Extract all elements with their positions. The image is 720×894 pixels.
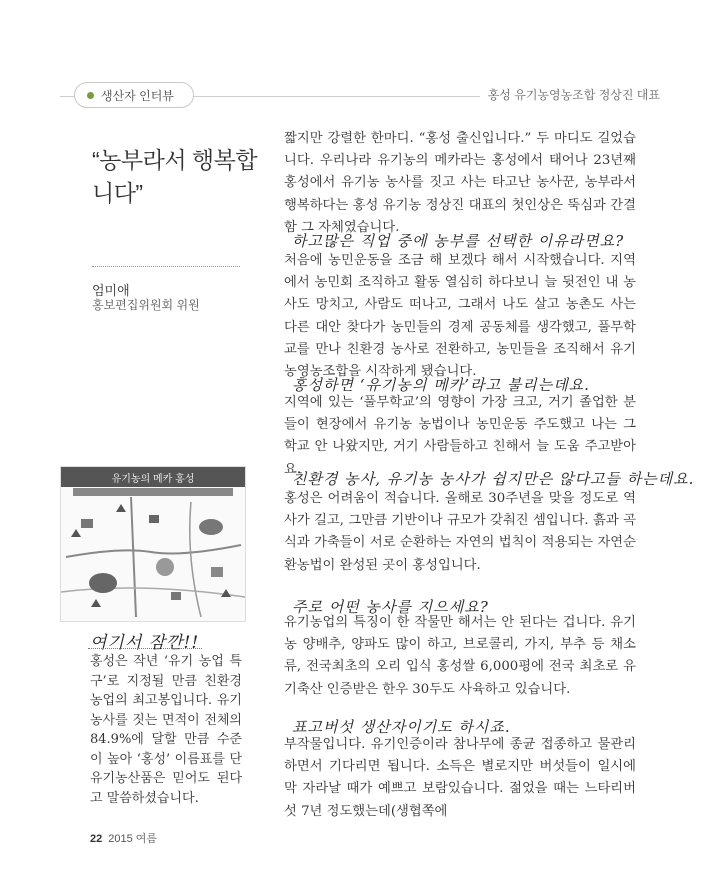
bullet-icon	[87, 92, 94, 99]
section-label-text: 생산자 인터뷰	[101, 88, 174, 103]
issue-label: 2015 여름	[108, 833, 158, 845]
sidebar-body: 홍성은 작년 ‘유기 농업 특구’로 지정될 만큼 친환경 농업의 최고봉입니다. 유기농사를 짓는 면적이 전체의 84.9%에 달할 만큼 수준이 높아 ‘홍성’ 이름표를 단 유기농산품은 믿어도 된다고 말씀하셨습니다.	[90, 654, 242, 806]
question-3: 친환경 농사, 유기농 농사가 쉽지만은 않다고들 하는데요.	[292, 470, 695, 488]
sidebar-title-underline	[88, 648, 202, 649]
answer-2: 지역에 있는 ‘풀무학교’의 영향이 가장 크고, 거기 졸업한 분들이 현장에서 유기농 농법이나 농민운동 주도했고 나는 그 학교 안 나왔지만, 거기 사람들하고 친해서 늘 도움 주고받아요.	[284, 395, 636, 477]
question-5: 표고버섯 생산자이기도 하시죠.	[292, 718, 511, 736]
answer-3: 홍성은 어려움이 적습니다. 올해로 30주년을 맞을 정도로 역사가 길고, 그만큼 기반이나 규모가 갖춰진 셈입니다. 흙과 곡식과 가축들이 서로 순환하는 자연의 법칙이 적용되는 자연순환농법이 완성된 곳이 홍성입니다.	[284, 491, 636, 573]
question-1: 하고많은 직업 중에 농부를 선택한 이유라면요?	[292, 232, 625, 250]
author-role: 홍보편집위원회 위원	[92, 298, 200, 312]
headline: “농부라서 행복합니다”	[92, 147, 258, 206]
answer-4: 유기농업의 특징이 한 작물만 해서는 안 된다는 겁니다. 유기농 양배추, 양파도 많이 하고, 브로콜리, 가지, 부추 등 채소류, 전국최초의 오리 입식 홍성쌀 6,000평에 전국 최초로 유기축산 인증받은 한우 30두도 사육하고 있습니다.	[284, 615, 636, 697]
page-footer	[90, 830, 157, 846]
answer-1: 처음에 농민운동을 조금 해 보겠다 해서 시작했습니다. 지역에서 농민회 조직하고 활동 열심히 하다보니 늘 뒷전인 내 농사도 망치고, 사람도 떠나고, 그래서 나도 살고 농촌도 사는 다른 대안 찾다가 농민들의 경제 공동체를 생각했고, 풀무학교를 만나 친환경 농사로 전환하고, 농민들을 조직해서 유기농영농조합을 시작하게 됐습니다.	[284, 253, 636, 380]
running-head: 홍성 유기농영농조합 정상진 대표	[480, 86, 660, 103]
section-label	[74, 82, 194, 108]
map-illustration	[61, 497, 245, 621]
answer-5: 부작물입니다. 유기인증이라 참나무에 종균 접종하고 물관리하면서 기다리면 됩니다. 소득은 별로지만 버섯들이 일시에 막 자라날 때가 예쁘고 보람있습니다. 젊었을 때는 느타리버섯 7년 정도했는데(생협쪽에	[284, 737, 636, 819]
sidebar-title: 여기서 잠깐!!	[90, 633, 200, 653]
question-2: 홍성하면 ‘유기농의 메카’라고 불리는데요.	[292, 376, 590, 394]
page-number: 22	[90, 833, 103, 845]
map-subtitle-bar	[73, 488, 233, 496]
author-name: 엄미애	[92, 283, 130, 298]
map-title: 유기농의 메카 홍성	[61, 467, 245, 487]
question-4: 주로 어떤 농사를 지으세요?	[292, 598, 489, 616]
illustrated-map	[60, 466, 246, 622]
author-divider	[92, 266, 240, 267]
article-intro: 짧지만 강렬한 한마디. “홍성 출신입니다.” 두 마디도 길었습니다. 우리나라 유기농의 메카라는 홍성에서 태어나 23년째 홍성에서 유기농 농사를 짓고 사는 타고난 농사꾼, 농부라서 행복하다는 홍성 유기농 정상진 대표의 첫인상은 뚝심과 간결함 그 자체였습니다.	[284, 131, 636, 235]
